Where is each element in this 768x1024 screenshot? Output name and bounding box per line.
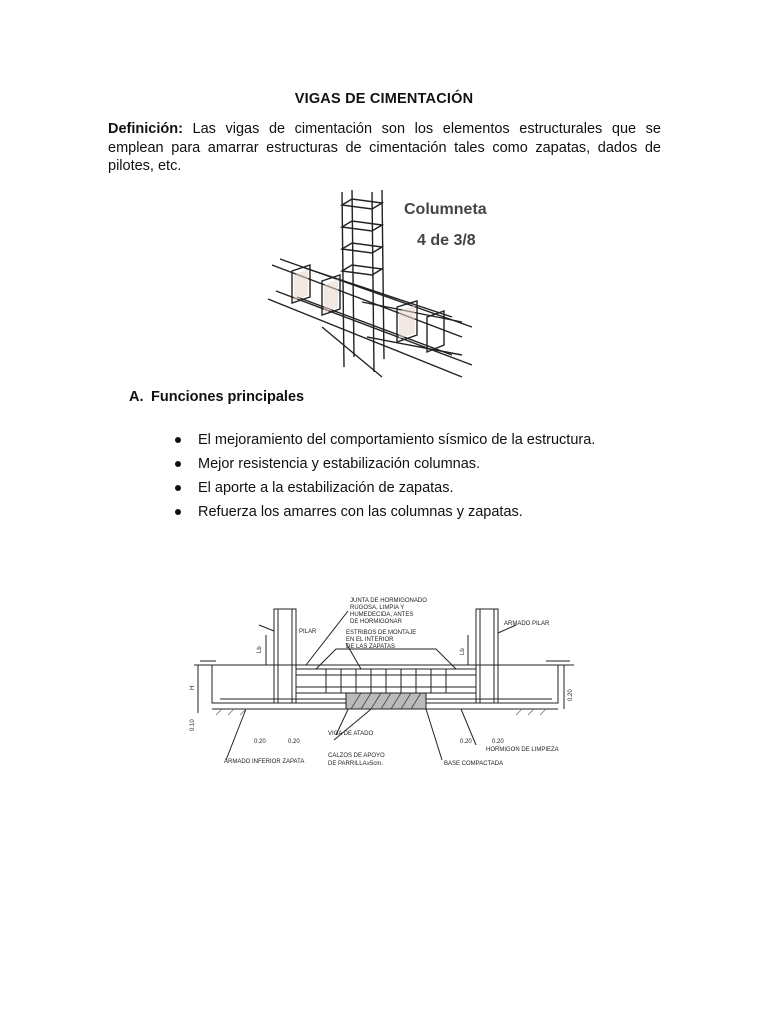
functions-list: [172, 431, 595, 527]
spacing-label-3: 0.20: [460, 739, 472, 745]
list-item: Refuerza los amarres con las columnas y zapatas.: [172, 503, 595, 527]
section-heading: [129, 389, 304, 405]
list-item: El mejoramiento del comportamiento sísmico de la estructura.: [172, 431, 595, 455]
section-letter: A.: [129, 389, 144, 405]
definition-label: Definición:: [108, 121, 183, 137]
list-item: El aporte a la estabilización de zapatas.: [172, 479, 595, 503]
armado-pilar-label: ARMADO PILAR: [504, 621, 550, 627]
thickness-020-label: 0.20: [568, 689, 574, 701]
foundation-section-drawing: [186, 595, 580, 775]
lb-left-label: Lb: [257, 646, 263, 653]
spacing-label-1: 0.20: [254, 739, 266, 745]
junta-label-4: DE HORMIGONAR: [350, 619, 403, 625]
base-compactada-label: BASE COMPACTADA: [444, 761, 504, 767]
pilar-label: PILAR: [299, 629, 317, 635]
junta-label-2: RUGOSA, LIMPIA Y: [350, 605, 405, 611]
columneta-label: Columneta: [404, 201, 487, 218]
document-title: VIGAS DE CIMENTACIÓN: [294, 91, 474, 107]
junta-label-3: HUMEDECIDA, ANTES: [350, 612, 414, 618]
junta-label-1: JUNTA DE HORMIGONADO: [350, 598, 427, 604]
section-title: Funciones principales: [151, 389, 305, 405]
list-item: Mejor resistencia y estabilización columnas.: [172, 455, 595, 479]
estribos-label-2: EN EL INTERIOR: [346, 637, 394, 643]
definition-paragraph: [108, 120, 661, 176]
calzos-label-2: DE PARRILLA≥5cm.: [328, 761, 383, 767]
spacing-label-2: 0.20: [288, 739, 300, 745]
h-dimension-label: H: [190, 685, 196, 690]
viga-atado-label: VIGA DE ATADO: [328, 731, 374, 737]
estribos-label-1: ESTRIBOS DE MONTAJE: [346, 630, 417, 636]
estribos-label-3: DE LAS ZAPATAS: [346, 644, 396, 650]
thickness-010-label: 0.10: [190, 719, 196, 731]
armado-inferior-label: ARMADO INFERIOR ZAPATA: [224, 759, 305, 765]
hormigon-limpieza-label: HORMIGON DE LIMPIEZA: [486, 747, 559, 753]
definition-text: Las vigas de cimentación son los elementos estructurales que se emplean para amarrar estructuras de cimentación tales como zapatas, dados de pilotes, etc.: [108, 121, 661, 174]
rebar-cage-figure: [262, 187, 524, 382]
calzos-label-1: CALZOS DE APOYO: [328, 753, 385, 759]
spacing-label-4: 0.20: [492, 739, 504, 745]
lb-right-label: Lb: [460, 648, 466, 655]
rebar-spec-label: 4 de 3/8: [417, 232, 476, 249]
